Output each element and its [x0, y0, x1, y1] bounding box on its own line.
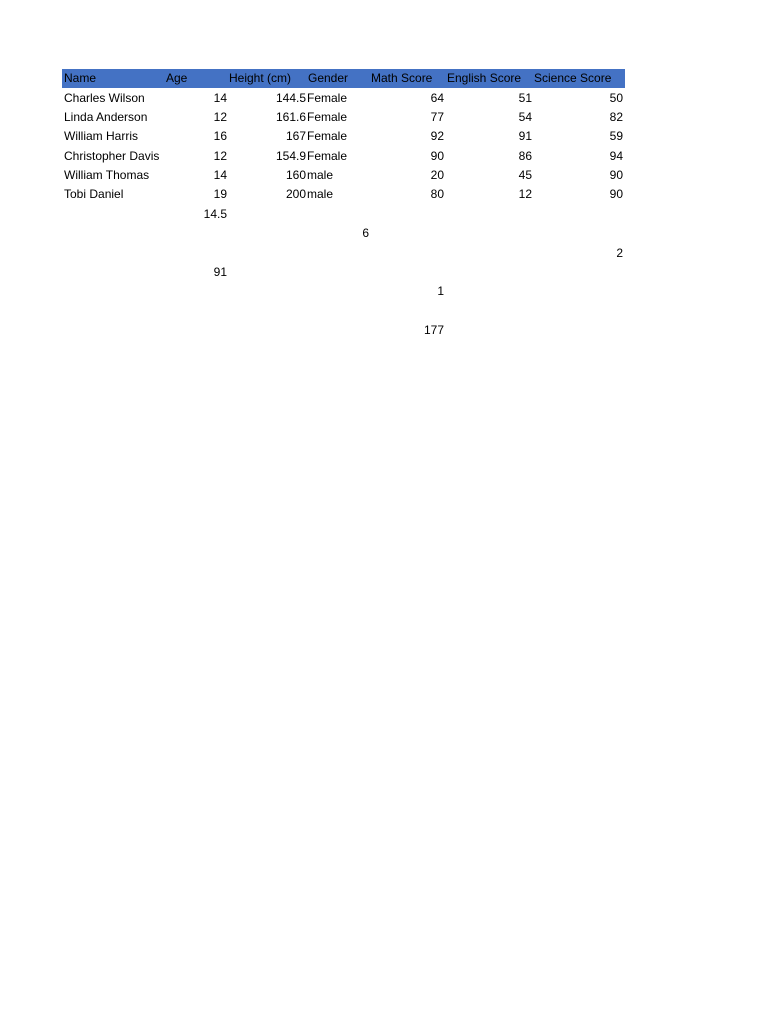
cell-gender[interactable]: Female: [307, 91, 348, 105]
cell-math[interactable]: 20: [430, 168, 444, 182]
cell-name[interactable]: Christopher Davis: [64, 149, 160, 163]
cell-age[interactable]: 12: [213, 149, 227, 163]
cell-science[interactable]: 94: [609, 149, 623, 163]
header-gender[interactable]: Gender: [308, 71, 349, 85]
cell-science[interactable]: 50: [609, 91, 623, 105]
cell-math[interactable]: 90: [430, 149, 444, 163]
cell-gender[interactable]: Female: [307, 110, 348, 124]
cell-name[interactable]: William Thomas: [64, 168, 150, 182]
extra-row: [62, 224, 625, 243]
cell-height[interactable]: 167: [285, 129, 306, 143]
cell-height[interactable]: 200: [285, 187, 306, 201]
cell-gender[interactable]: Female: [307, 149, 348, 163]
cell-gender-count[interactable]: 6: [362, 226, 369, 240]
header-math[interactable]: Math Score: [371, 71, 433, 85]
cell-name[interactable]: Tobi Daniel: [64, 187, 124, 201]
cell-name[interactable]: Linda Anderson: [64, 110, 148, 124]
header-age[interactable]: Age: [166, 71, 188, 85]
cell-science[interactable]: 82: [609, 110, 623, 124]
cell-age[interactable]: 19: [213, 187, 227, 201]
table-row: [62, 127, 625, 146]
cell-english[interactable]: 51: [518, 91, 532, 105]
cell-height[interactable]: 161.6: [275, 110, 306, 124]
cell-english[interactable]: 54: [518, 110, 532, 124]
cell-height[interactable]: 154.9: [275, 149, 306, 163]
header-english[interactable]: English Score: [447, 71, 522, 85]
cell-age[interactable]: 14: [213, 91, 227, 105]
cell-name[interactable]: William Harris: [64, 129, 138, 143]
cell-science[interactable]: 90: [609, 168, 623, 182]
cell-age[interactable]: 16: [213, 129, 227, 143]
cell-science-extra[interactable]: 2: [616, 246, 623, 260]
cell-english[interactable]: 91: [518, 129, 532, 143]
extra-row: [62, 244, 625, 263]
table-row: [62, 185, 625, 204]
cell-science[interactable]: 90: [609, 187, 623, 201]
extra-row: [62, 263, 625, 282]
header-name[interactable]: Name: [64, 71, 97, 85]
cell-age[interactable]: 12: [213, 110, 227, 124]
cell-english[interactable]: 12: [518, 187, 532, 201]
extra-row: [62, 282, 625, 301]
header-height[interactable]: Height (cm): [229, 71, 292, 85]
cell-math[interactable]: 92: [430, 129, 444, 143]
cell-science[interactable]: 59: [609, 129, 623, 143]
cell-english[interactable]: 45: [518, 168, 532, 182]
cell-gender[interactable]: male: [307, 168, 334, 182]
header-science[interactable]: Science Score: [534, 71, 612, 85]
cell-math[interactable]: 80: [430, 187, 444, 201]
table-row: [62, 89, 625, 108]
cell-math[interactable]: 64: [430, 91, 444, 105]
table-row: [62, 166, 625, 185]
cell-gender[interactable]: male: [307, 187, 334, 201]
cell-gender[interactable]: Female: [307, 129, 348, 143]
cell-math-extra-2[interactable]: 177: [423, 323, 444, 337]
table-row: [62, 108, 625, 127]
extra-row: [62, 321, 625, 340]
cell-age-average[interactable]: 14.5: [203, 207, 227, 221]
table-row: [62, 147, 625, 166]
cell-english[interactable]: 86: [518, 149, 532, 163]
cell-name[interactable]: Charles Wilson: [64, 91, 145, 105]
cell-height[interactable]: 160: [285, 168, 306, 182]
cell-math-extra[interactable]: 1: [437, 284, 444, 298]
cell-math[interactable]: 77: [430, 110, 444, 124]
cell-height[interactable]: 144.5: [275, 91, 306, 105]
cell-age[interactable]: 14: [213, 168, 227, 182]
extra-row: [62, 205, 625, 224]
cell-age-extra[interactable]: 91: [213, 265, 227, 279]
header-row: [62, 69, 625, 88]
